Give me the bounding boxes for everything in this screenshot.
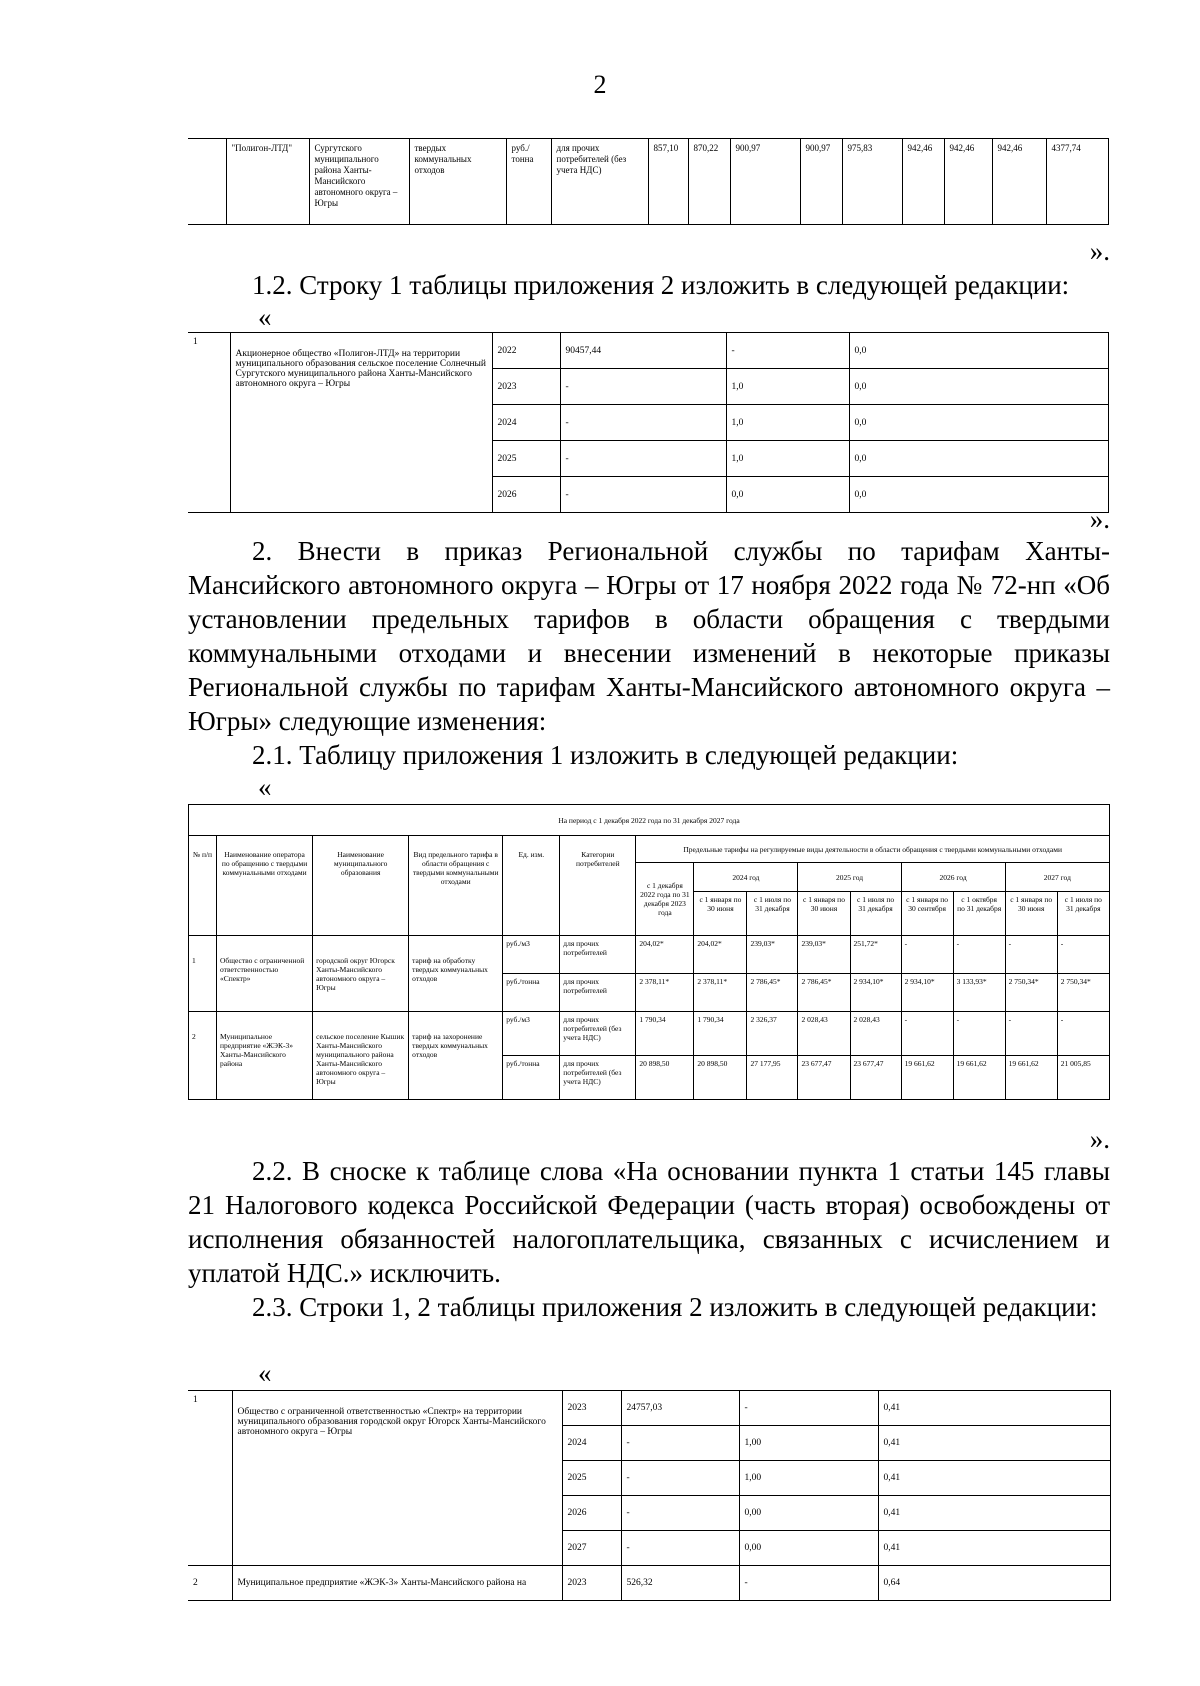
value-cell: 0,0 [849, 441, 1108, 477]
organization-name: Акционерное общество «Полигон-ЛТД» на территории муниципального образования сельское поселение Солнечный Сургутского муниципального района Ханты-Мансийского автономного округа – Югры [230, 333, 492, 513]
year-cell: 2024 [562, 1426, 621, 1461]
column-header: Наименование оператора по обращению с твердыми коммунальными отходами [217, 836, 313, 936]
value-cell: 0,41 [878, 1496, 1110, 1531]
value-cell: - [1005, 1012, 1057, 1056]
value-cell: 2 786,45* [747, 974, 798, 1012]
year-cell: 2027 [562, 1531, 621, 1566]
value-cell: - [739, 1566, 878, 1601]
paragraph-1-2: 1.2. Строку 1 таблицы приложения 2 изложить в следующей редакции: [252, 270, 1070, 300]
column-header: Категории потребителей [560, 836, 636, 936]
unit-cell: руб./м3 [503, 936, 560, 974]
municipality-cell: Сургутского муниципального района Ханты-Мансийского автономного округа – Югры [309, 139, 409, 225]
value-cell: 19 661,62 [901, 1056, 953, 1100]
value-cell: 0,64 [878, 1566, 1110, 1601]
year-cell: 2023 [562, 1391, 621, 1426]
value-cell: 20 898,50 [694, 1056, 747, 1100]
column-header: с 1 января по 30 сентября [901, 892, 953, 936]
value-cell: 2 750,34* [1057, 974, 1109, 1012]
table-row [189, 805, 1110, 836]
value-cell: 2 028,43 [798, 1012, 850, 1056]
value-cell: 21 005,85 [1057, 1056, 1109, 1100]
value-cell: 942,46 [944, 139, 992, 225]
year-cell: 2023 [562, 1566, 621, 1601]
column-header: Предельные тарифы на регулируемые виды деятельности в области обращения с твердыми коммунальными отходами [636, 836, 1110, 863]
value-cell: 2 934,10* [850, 974, 901, 1012]
close-quote: ». [1089, 236, 1110, 266]
value-cell: 23 677,47 [850, 1056, 901, 1100]
value-cell: 1,00 [739, 1426, 878, 1461]
table-row [188, 1391, 1110, 1426]
value-cell: 90457,44 [560, 333, 726, 369]
value-cell: 2 750,34* [1005, 974, 1057, 1012]
year-cell: 2026 [562, 1496, 621, 1531]
value-cell: - [621, 1461, 739, 1496]
operator-cell: "Полигон-ЛТД" [226, 139, 309, 225]
unit-cell: руб./тонна [503, 1056, 560, 1100]
table-row [188, 1566, 1110, 1601]
column-header: 2024 год [694, 863, 798, 892]
value-cell: 2 326,37 [747, 1012, 798, 1056]
close-quote: ». [1089, 504, 1110, 534]
value-cell: 3 133,93* [953, 974, 1005, 1012]
column-header: Вид предельного тарифа в области обращения с твердыми коммунальными отходами [409, 836, 503, 936]
page-number: 2 [593, 70, 607, 99]
value-cell: 526,32 [621, 1566, 739, 1601]
value-cell: 204,02* [694, 936, 747, 974]
value-cell: 1 790,34 [694, 1012, 747, 1056]
value-cell: 27 177,95 [747, 1056, 798, 1100]
row-number: 2 [188, 1566, 232, 1601]
tariff-cell: тариф на обработку твердых коммунальных отходов [409, 936, 503, 1012]
organization-name: Общество с ограниченной ответственностью «Спектр» на территории муниципального образования городской округ Югорск Ханты-Мансийского автономного округа – Югры [232, 1391, 562, 1566]
operator-cell: Общество с ограниченной ответственностью «Спектр» [217, 936, 313, 1012]
value-cell: 2 378,11* [694, 974, 747, 1012]
table-2 [188, 332, 1109, 513]
category-cell: для прочих потребителей (без учета НДС) [551, 139, 648, 225]
column-header: с 1 января по 30 июня [694, 892, 747, 936]
value-cell: 239,03* [798, 936, 850, 974]
unit-cell: руб./тонна [503, 974, 560, 1012]
year-cell: 2026 [492, 477, 560, 513]
row-number: 2 [189, 1012, 217, 1100]
value-cell: - [1005, 936, 1057, 974]
value-cell: 0,0 [849, 477, 1108, 513]
value-cell: 1,0 [726, 405, 849, 441]
operator-cell: Муниципальное предприятие «ЖЭК-3» Ханты-Мансийского района [217, 1012, 313, 1100]
table-row [188, 333, 1108, 369]
value-cell: - [953, 936, 1005, 974]
value-cell: 2 786,45* [798, 974, 850, 1012]
value-cell: - [1057, 936, 1109, 974]
value-cell: - [621, 1426, 739, 1461]
unit-cell: руб./м3 [503, 1012, 560, 1056]
value-cell: 0,41 [878, 1531, 1110, 1566]
value-cell: - [901, 936, 953, 974]
value-cell: - [739, 1391, 878, 1426]
tariff-cell: тариф на захоронение твердых коммунальных отходов [409, 1012, 503, 1100]
year-cell: 2025 [492, 441, 560, 477]
column-header: Наименование муниципального образования [313, 836, 409, 936]
year-cell: 2025 [562, 1461, 621, 1496]
value-cell: - [1057, 1012, 1109, 1056]
value-cell: 857,10 [648, 139, 688, 225]
table-header-row [189, 836, 1110, 863]
paragraph-2-2: 2.2. В сноске к таблице слова «На основании пункта 1 статьи 145 главы 21 Налогового кодекса Российской Федерации (часть вторая) освобождены от исполнения обязанностей налогоплательщика, связанных с исчислением и уплатой НДС.» исключить. [188, 1156, 1110, 1288]
unit-cell: руб./тонна [506, 139, 551, 225]
value-cell: - [560, 369, 726, 405]
value-cell: 942,46 [992, 139, 1046, 225]
table-row [188, 139, 1108, 225]
value-cell: 19 661,62 [1005, 1056, 1057, 1100]
paragraph-2-3: 2.3. Строки 1, 2 таблицы приложения 2 изложить в следующей редакции: [252, 1292, 1098, 1322]
value-cell: 19 661,62 [953, 1056, 1005, 1100]
column-header: с 1 января по 30 июня [798, 892, 850, 936]
column-header: с 1 июля по 31 декабря [850, 892, 901, 936]
value-cell: 942,46 [902, 139, 944, 225]
organization-name: Муниципальное предприятие «ЖЭК-3» Ханты-Мансийского района на [232, 1566, 562, 1601]
column-header: с 1 декабря 2022 года по 31 декабря 2023 года [636, 863, 694, 936]
value-cell: - [560, 477, 726, 513]
period-header: На период с 1 декабря 2022 года по 31 декабря 2027 года [189, 805, 1110, 836]
value-cell: 870,22 [688, 139, 730, 225]
value-cell: 2 378,11* [636, 974, 694, 1012]
column-header: с 1 июля по 31 декабря [1057, 892, 1109, 936]
paragraph-2-1: 2.1. Таблицу приложения 1 изложить в следующей редакции: [252, 740, 959, 770]
column-header: 2025 год [798, 863, 901, 892]
table-1-fragment [188, 138, 1109, 225]
column-header: с 1 октября по 31 декабря [953, 892, 1005, 936]
column-header: с 1 июля по 31 декабря [747, 892, 798, 936]
table-3-tariffs [188, 804, 1110, 1100]
row-number: 1 [189, 936, 217, 1012]
column-header: № п/п [189, 836, 217, 936]
column-header: Ед. изм. [503, 836, 560, 936]
value-cell: 2 934,10* [901, 974, 953, 1012]
value-cell: - [953, 1012, 1005, 1056]
row-number: 1 [188, 1391, 232, 1566]
value-cell: 24757,03 [621, 1391, 739, 1426]
value-cell: - [560, 405, 726, 441]
row-number: 1 [188, 333, 230, 513]
category-cell: для прочих потребителей [560, 974, 636, 1012]
paragraph-2: 2. Внести в приказ Региональной службы по тарифам Ханты-Мансийского автономного округа – Югры от 17 ноября 2022 года № 72-нп «Об установлении предельных тарифов в области обращения с твердыми коммунальными отходами и внесении изменений в некоторые приказы Региональной службы по тарифам Ханты-Мансийского автономного округа – Югры» следующие изменения: [188, 536, 1110, 736]
municipality-cell: городской округ Югорск Ханты-Мансийского автономного округа – Югры [313, 936, 409, 1012]
value-cell: 0,0 [726, 477, 849, 513]
table-4 [188, 1390, 1111, 1601]
value-cell: 0,41 [878, 1391, 1110, 1426]
value-cell: 1,00 [739, 1461, 878, 1496]
value-cell: 1 790,34 [636, 1012, 694, 1056]
value-cell: 1,0 [726, 441, 849, 477]
column-header: 2027 год [1005, 863, 1109, 892]
value-cell: 239,03* [747, 936, 798, 974]
year-cell: 2023 [492, 369, 560, 405]
value-cell: 2 028,43 [850, 1012, 901, 1056]
value-cell: 4377,74 [1046, 139, 1108, 225]
municipality-cell: сельское поселение Кышик Ханты-Мансийского муниципального района Ханты-Мансийского автономного округа – Югры [313, 1012, 409, 1100]
value-cell: 900,97 [730, 139, 800, 225]
open-quote: « [258, 1358, 272, 1388]
value-cell: 0,0 [849, 333, 1108, 369]
value-cell: 251,72* [850, 936, 901, 974]
value-cell: - [560, 441, 726, 477]
column-header: с 1 января по 30 июня [1005, 892, 1057, 936]
value-cell: - [901, 1012, 953, 1056]
value-cell: 20 898,50 [636, 1056, 694, 1100]
open-quote: « [258, 302, 272, 332]
value-cell: 975,83 [842, 139, 902, 225]
column-header: 2026 год [901, 863, 1005, 892]
open-quote: « [258, 772, 272, 802]
year-cell: 2024 [492, 405, 560, 441]
value-cell: - [621, 1496, 739, 1531]
value-cell: 0,41 [878, 1461, 1110, 1496]
table-row [189, 1012, 1110, 1056]
category-cell: для прочих потребителей [560, 936, 636, 974]
value-cell: - [726, 333, 849, 369]
value-cell: 0,00 [739, 1531, 878, 1566]
value-cell: 900,97 [800, 139, 842, 225]
category-cell: для прочих потребителей (без учета НДС) [560, 1056, 636, 1100]
value-cell: 0,0 [849, 369, 1108, 405]
value-cell: 0,0 [849, 405, 1108, 441]
waste-cell: твердых коммунальных отходов [409, 139, 506, 225]
value-cell: 0,41 [878, 1426, 1110, 1461]
value-cell: 204,02* [636, 936, 694, 974]
year-cell: 2022 [492, 333, 560, 369]
value-cell: 0,00 [739, 1496, 878, 1531]
value-cell: 23 677,47 [798, 1056, 850, 1100]
table-row [189, 936, 1110, 974]
close-quote: ». [1089, 1124, 1110, 1154]
value-cell: 1,0 [726, 369, 849, 405]
category-cell: для прочих потребителей (без учета НДС) [560, 1012, 636, 1056]
value-cell: - [621, 1531, 739, 1566]
